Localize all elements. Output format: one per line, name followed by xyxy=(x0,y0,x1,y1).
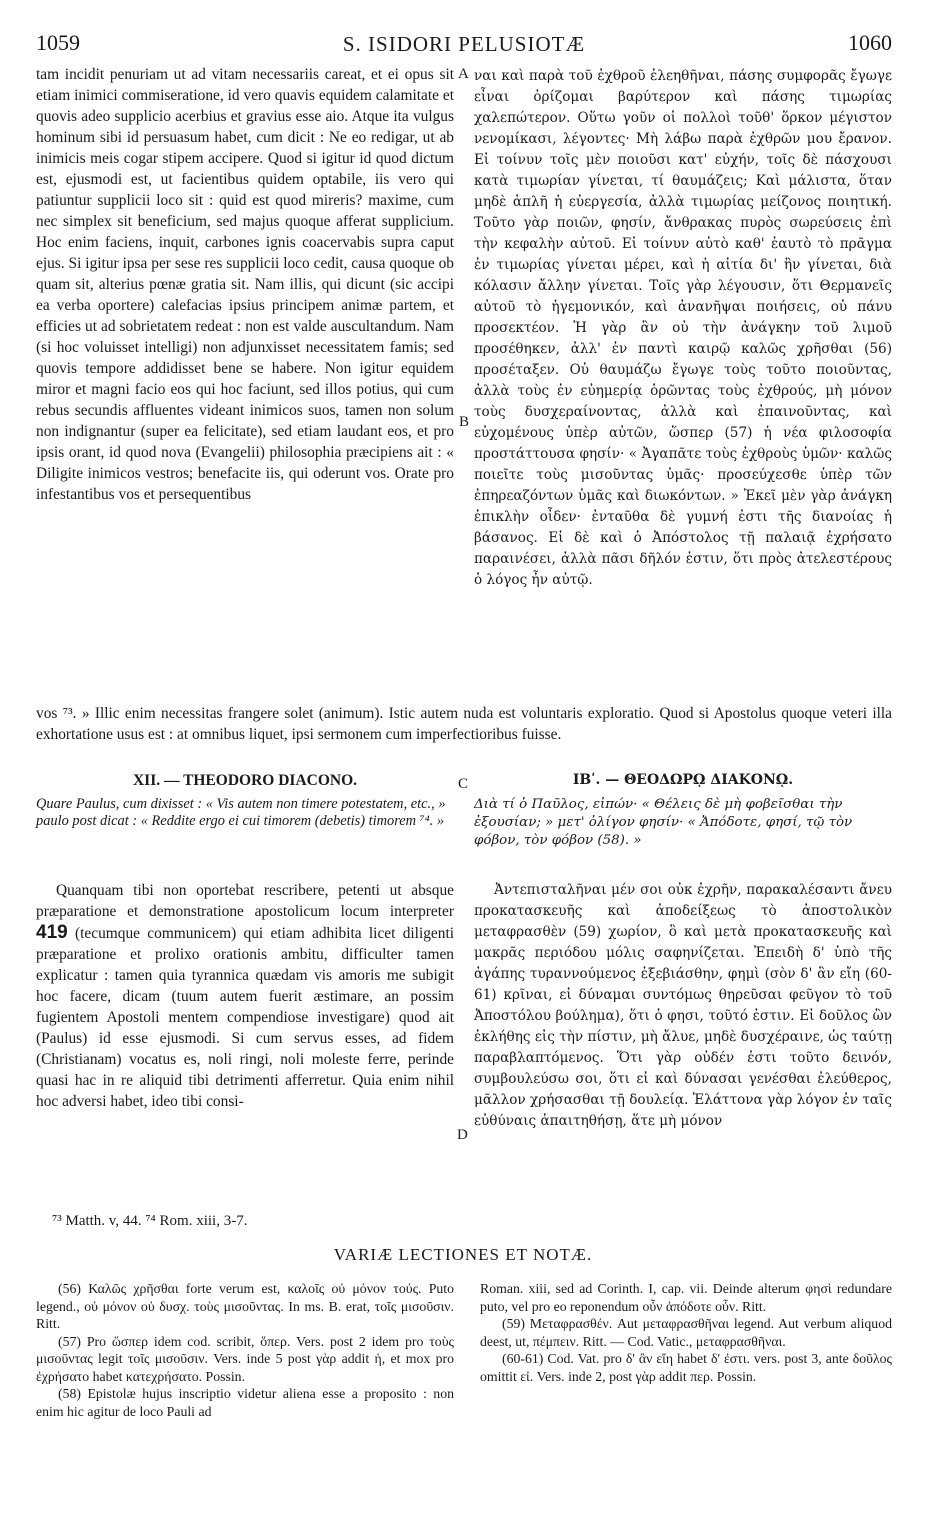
page-marker-419: 419 xyxy=(36,922,68,943)
notes-section-title: VARIÆ LECTIONES ET NOTÆ. xyxy=(333,1245,593,1264)
page-header xyxy=(36,30,892,60)
latin-column-top xyxy=(36,64,454,505)
latin-paragraph: tam incidit penuriam ut ad vitam necessariis careat, et ei opus sit etiam inimici commiseratione, id vero quavis equidem calamitate et quovis adeo supplicio acerbius et gravius esse aio. Atque ita vulgus hominum sibi id persuasum habet, cum dicit : Ne eo redigar, ut ab inimicis meis cogar stipem accipere. Quod si igitur id quod dictum est, ejusmodi est, ut facientibus quidem optabile, iis vero qui patiuntur supplicii loco sit : quid est quod mireris? maxime, cum nec simplex sit beneficium, sed majus quoque afferat supplicium. Hoc enim faciens, inquit, carbones ignis coacervabis supra caput ejus. Si igitur ipsa per sese res supplicii loco cedit, causa quoque ob quam sit, alterius pœnæ gratia sit. Nam illis, qui dicunt (sic accipi ea verba oportere) calefacias ipsius principem animæ partem, et efficies ut ad sobrietatem redeat : non est valde auscultandum. Nam (si hoc voluisset intelligi) non adjunxisset necessitatem famis; sed quovis tempore addidisset bene se habere. Non igitur equidem miror et magni facio eos qui hoc faciunt, sed illos potius, qui cum rebus secundis affluentes videant inimicos suos, tamen non solum non indignantur (super ea felicitate), sed etiam laudant eos, et pro ipsis orant, id quod nova (Evangelii) philosophia præcipiens ait : « Diligite inimicos vestros; benefacite iis, qui oderunt vos. Orate pro infestantibus vos et persequentibus xyxy=(36,66,454,503)
greek-paragraph: ναι καὶ παρὰ τοῦ ἐχθροῦ ἐλεηθῆναι, πάσης συμφορᾶς ἔγωγε εἶναι ὁρίζομαι βαρύτερον καὶ πάσης τιμωρίας χαλεπώτερον. Οὕτω γοῦν οἱ πολλοὶ τοῦθ' ὅρκον μέγιστον νενομίκασι, λέγοντες· Μὴ λάβω παρὰ ἐχθρῶν μου ἔρανον. Εἰ τοίνυν τοῖς μὲν ποιοῦσι κατ' εὐχήν, τοῖς δὲ πάσχουσι κατὰ τιμωρίαν γίνεται, τί θαυμάζεις; Καὶ μάλιστα, ὅταν μηδὲ ἁπλῆ ἡ εὐεργεσία, ἀλλὰ τιμωρίας μείζονος ποιητική. Τοῦτο γὰρ ποιῶν, φησίν, ἄνθρακας πυρὸς σωρεύσεις ἐπὶ τὴν κεφαλὴν αὐτοῦ. Εἰ τοίνυν αὐτὸ καθ' ἑαυτὸ τὸ πρᾶγμα ἐν τιμωρίας γίνεται μέρει, καὶ ἡ αἰτία δι' ἣν γίνεται, διὰ κόλασιν ἄλλην γίνεται. Τοῖς γὰρ λέγουσιν, ὅτι Θερμανεῖς αὐτοῦ τὸ ἡγεμονικόν, καὶ ἀνανῆψαι ποιήσεις, οὐ πάνυ προσεκτέον. Ἡ γὰρ ἂν οὐ τὴν ἀνάγκην τοῦ λιμοῦ προσέθηκεν, ἀλλ' ἐν παντὶ καιρῷ καλῶς χρῆσθαι (56) προσέταξεν. Οὐ θαυμάζω ἔγωγε τοὺς τοῦτο ποιοῦντας, ἀλλὰ τοὺς ἐν εὐημερίᾳ ὁρῶντας τοὺς ἐχθρούς, μὴ μόνον τοὺς δυσχεραίνοντας, ἀλλὰ καὶ ἐπαινοῦντας, καὶ εὐχομένους ὑπὲρ αὐτῶν, ὥσπερ (57) ἡ νέα φιλοσοφία προστάττουσα φησίν· « Ἀγαπᾶτε τοὺς ἐχθροὺς ὑμῶν· καλῶς ποιεῖτε τοὺς μισοῦντας ὑμᾶς· προσεύχεσθε ὑπὲρ τῶν ἐπηρεαζόντων ὑμᾶς καὶ διωκόντων. » Ἐκεῖ μὲν γὰρ ἀνάγκη ἐπικλὴν οἶδεν· ἐνταῦθα δὲ γυμνή ἐστι τῆς διανοίας ἡ βάσανος. Εἰ δὲ καὶ ὁ Ἀπόστολος τῇ παλαιᾷ ἐχρήσατο παραινέσει, ἀλλὰ πᾶσι δῆλόν ἐστιν, ὅτι πρὸς ἀτελεστέρους ὁ λόγος ἦν αὐτῷ. xyxy=(474,68,892,588)
latin-column-bottom xyxy=(36,880,454,1112)
greek-letter-summary: Διὰ τί ὁ Παῦλος, εἰπών· « Θέλεις δὲ μὴ φοβεῖσθαι τὴν ἐξουσίαν; » μετ' ὀλίγον φησίν· « Ἀπόδοτε, φησί, τῷ τὸν φόβον, τὸν φόβον (58). » xyxy=(474,797,853,848)
note-59: (59) Μεταφρασθέν. Aut μεταφρασθῆναι legend. Aut verbum aliquod deest, ut, πέμπειν. Ritt. — Cod. Vatic., μεταφρασθῆναι. xyxy=(480,1316,892,1349)
greek-column-top xyxy=(474,66,892,591)
margin-marker-a: A xyxy=(458,66,469,82)
greek-letter-heading: ΙΒʹ. — ΘΕΟΔΩΡῼ ΔΙΑΚΟΝῼ. xyxy=(572,772,794,788)
latin-full-width-continuation: vos ⁷³. » Illic enim necessitas frangere solet (animum). Istic autem nuda est voluntaris exploratio. Quod si Apostolus quoque veteri illa exhortatione usus est : at omnibus liquet, ipsi sermonem cum imperfectioribus fuisse. xyxy=(36,705,892,743)
right-page-number: 1060 xyxy=(848,30,892,55)
note-57: (57) Pro ὥσπερ idem cod. scribit, ὅπερ. Vers. post 2 idem pro τοὺς μισοῦντας legit τοῖς μισοῦσιν. Vers. inde 5 post γὰρ addit ἡ, et mox pro ἐχρήσατο habet κατεχρήσατο. Possin. xyxy=(36,1333,454,1384)
note-58: (58) Epistolæ hujus inscriptio videtur aliena esse a proposito : non enim hic agitur de loco Pauli ad xyxy=(36,1386,454,1419)
running-title: S. ISIDORI PELUSIOTÆ xyxy=(342,32,586,56)
note-58-continued: Roman. xiii, sed ad Corinth. I, cap. vii. Deinde alterum φησὶ redundare puto, vel pro eo reponendum οὖν ἀπόδοτε οὖν. Ritt. xyxy=(480,1281,892,1314)
greek-letter-body: Ἀντεπισταλῆναι μέν σοι οὐκ ἐχρῆν, παρακαλέσαντι ἄνευ προκατασκευῆς καὶ ἀποδείξεως τὸ ἀποστολικὸν μεταφρασθὲν (59) χωρίον, ὃ καὶ μετὰ προκατασκευῆς καὶ μακρᾶς περιόδου μόλις σαφηνίζεται. Ἐπειδὴ δ' ὑπὸ τῆς ἀγάπης τυραννούμενος ἐξεβιάσθην, φημὶ (σὸν δ' ἂν εἴη (60-61) κρῖναι, εἰ δύναμαι συντόμως θηρεῦσαι φεῦγον τὸ τοῦ Ἀποστόλου βούλημα), ὅτι ὁ φησι, τοῦτό ἐστιν. Εἰ δοῦλος ὢν ἐκλήθης εἰς τὴν πίστιν, μὴ ἄλυε, μηδὲ δυσχέραινε, ὡς ταύτῃ παραβλαπτόμενος. Ὅτι γὰρ οὐδέν ἐστι τοῦτο δεινόν, συμβουλεύσω σοι, ὅτι εἰ καὶ δύνασαι γενέσθαι ἐλεύθερος, μᾶλλον χρήσασθαι τῇ δουλείᾳ. Ἐλάττονα γὰρ λόγον ἐν ταῖς εὐθύναις ἀπαιτηθήσῃ, ἅτε μὴ μόνον xyxy=(474,882,892,1129)
notes-right-column xyxy=(480,1280,892,1385)
left-page-number: 1059 xyxy=(36,30,80,55)
margin-marker-b: B xyxy=(459,414,470,430)
scripture-footnotes: ⁷³ Matth. v, 44. ⁷⁴ Rom. xiii, 3-7. xyxy=(52,1213,248,1229)
greek-column-bottom xyxy=(474,880,892,1132)
note-56: (56) Καλῶς χρῆσθαι forte verum est, καλοῖς οὐ μόνον τούς. Puto legend., οὐ μόνον οὐ δυσχ. τοὺς μισοῦντας. In ms. B. erat, τοῖς μισοῦσιν. Ritt. xyxy=(36,1281,454,1331)
latin-body-continued: (tecumque communicem) qui etiam adhibita licet diligenti præparatione et prolixo orationis ambitu, difficulter tamen explicatur : tamen quia tyrannica quædam vis amoris me subigit hoc facere, dicam (tuum autem fuerit æstimare, an possim fugientem Apostoli mentem compendiose investigare) quod ait (Paulus) id esse ejusmodi. Si cum servus esses, ad fidem (Christianam) vocatus es, noli ringi, noli moleste ferre, perinde quasi hac in re aliquid tibi detrimenti afferretur. Quia enim nihil hoc adversi habet, ideo tibi consi- xyxy=(36,925,454,1110)
margin-marker-c: C xyxy=(458,776,469,792)
margin-marker-d: D xyxy=(457,1127,468,1143)
latin-letter-heading: XII. — THEODORO DIACONO. xyxy=(132,772,358,789)
latin-letter-body xyxy=(36,880,454,1112)
note-60-61: (60-61) Cod. Vat. pro δ' ἂν εἴη habet δ' ἐστι. vers. post 3, ante δοῦλος omittit εἰ. Vers. inde 2, post γὰρ addit περ. Possin. xyxy=(480,1351,892,1384)
notes-left-column xyxy=(36,1280,454,1420)
latin-letter-summary: Quare Paulus, cum dixisset : « Vis autem non timere potestatem, etc., » paulo post dicat : « Reddite ergo ei cui timorem (debetis) timorem ⁷⁴. » xyxy=(36,796,446,829)
latin-body-start: Quanquam tibi non oportebat rescribere, petenti ut absque præparatione et demonstratione apostolicum locum interpreter xyxy=(36,882,454,920)
